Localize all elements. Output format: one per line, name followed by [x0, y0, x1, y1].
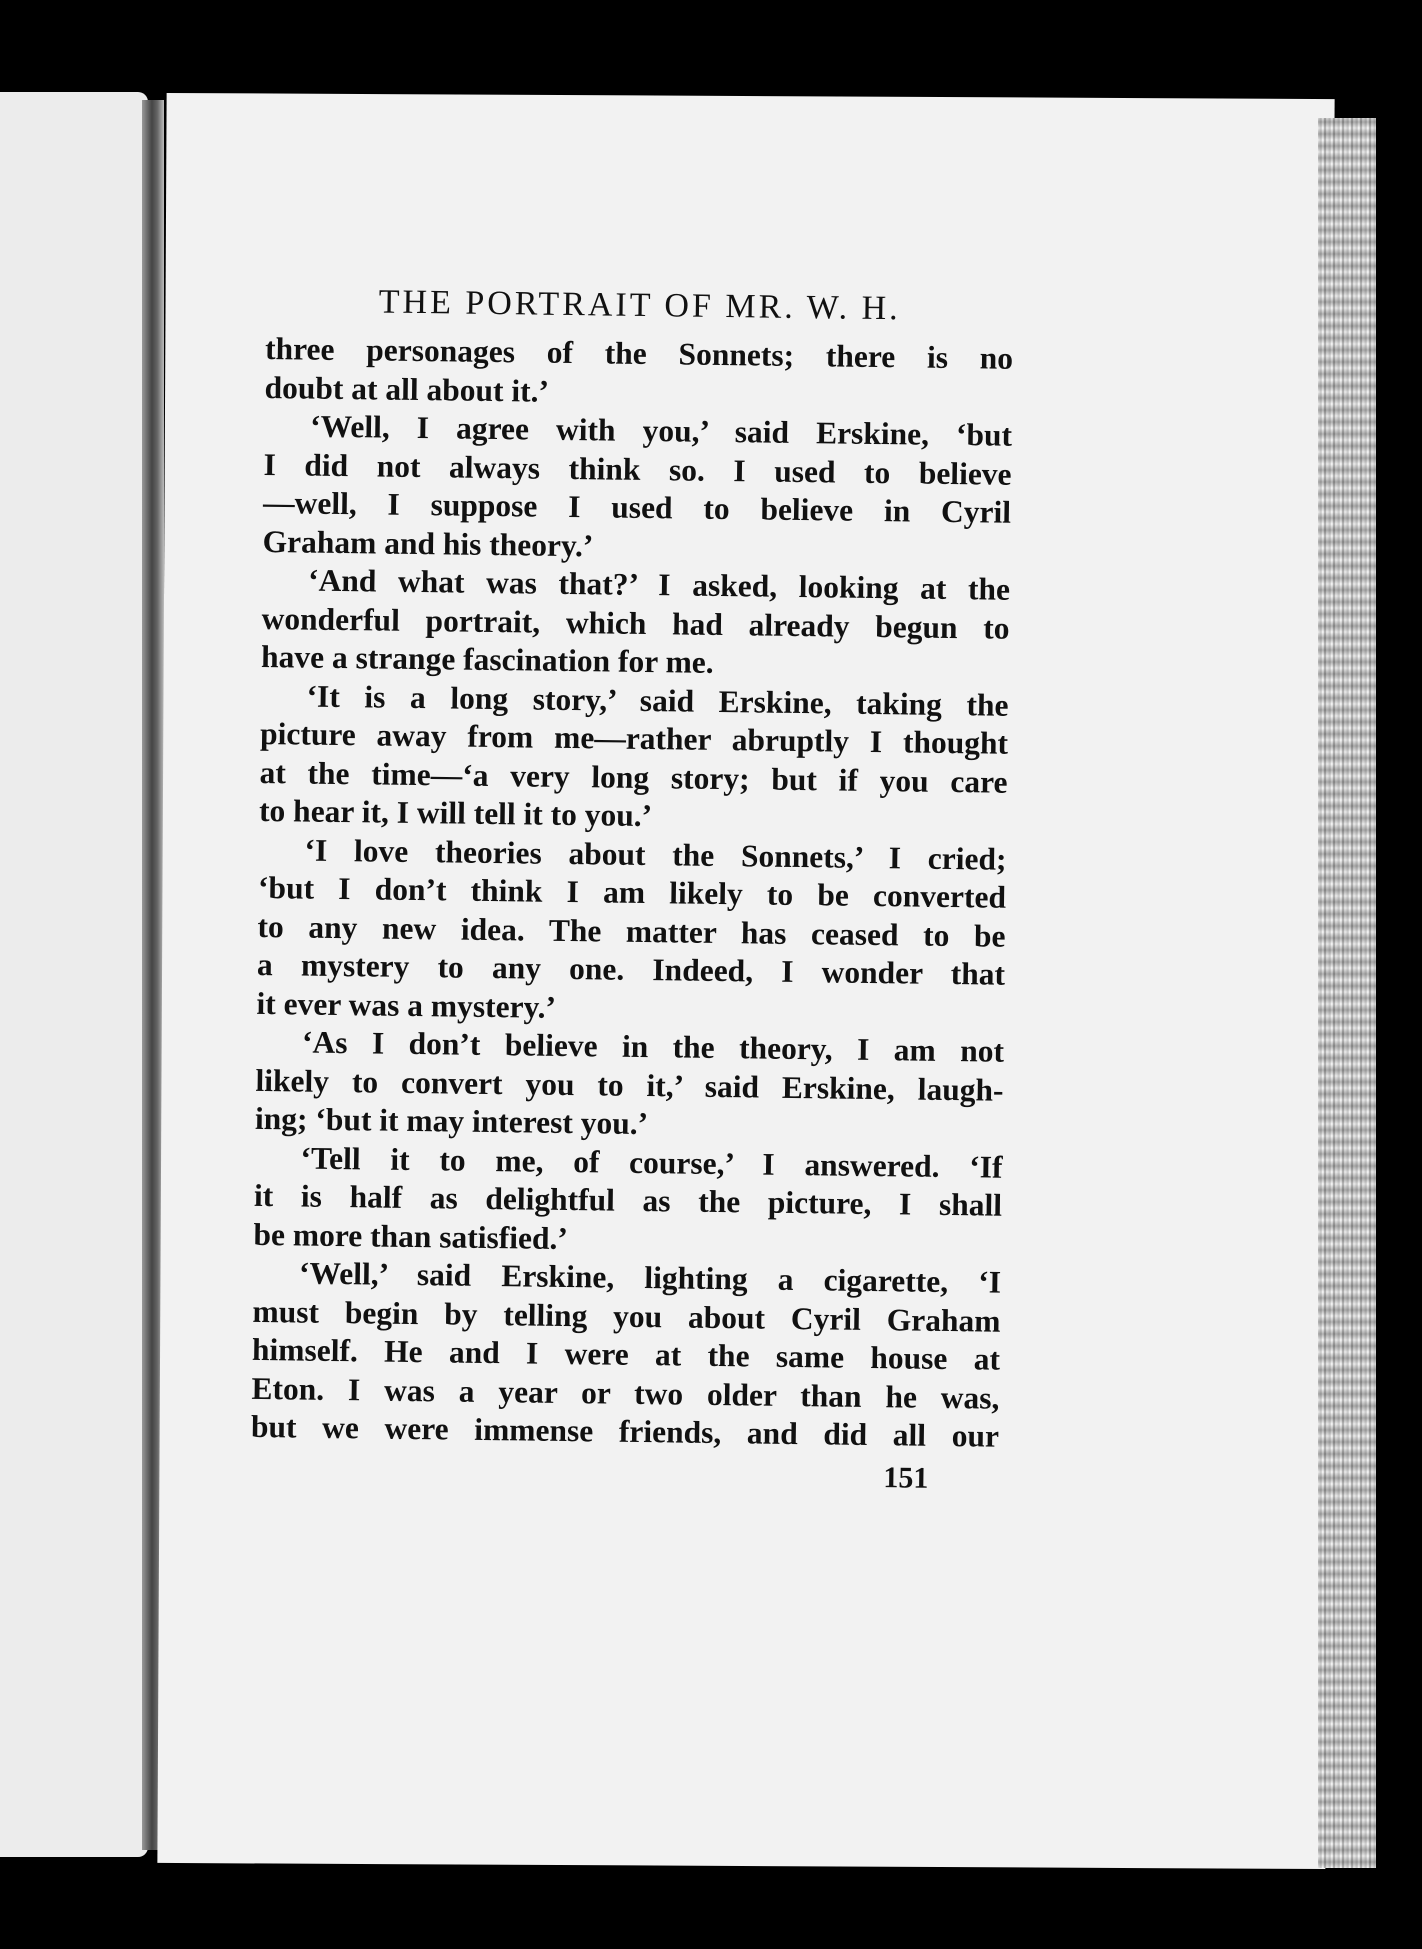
text-line: must begin by telling you about Cyril Graham — [252, 1293, 1001, 1339]
running-head: THE PORTRAIT OF MR. W. H. — [378, 283, 901, 328]
body-text — [251, 330, 1014, 1456]
page-number: 151 — [883, 1460, 929, 1495]
text-line: three personages of the Sonnets; there is no — [264, 330, 1014, 376]
text-line: to any new idea. The matter has ceased to be — [257, 908, 1006, 954]
text-line: to hear it, I will tell it to you.’ — [258, 792, 653, 834]
text-line: himself. He and I were at the same house at — [251, 1331, 1001, 1377]
text-line: it is half as delightful as the picture, I shall — [253, 1177, 1003, 1223]
page-edges — [1318, 118, 1376, 1868]
text-line: ing; ‘but it may interest you.’ — [254, 1100, 649, 1142]
left-page — [0, 92, 148, 1857]
text-line: at the time—‘a very long story; but if you care — [259, 754, 1008, 800]
text-line: have a strange fascination for me. — [260, 638, 714, 680]
text-line: ‘And what was that?’ I asked, looking at the — [307, 562, 1011, 607]
text-line: Eton. I was a year or two older than he was, — [251, 1370, 1000, 1416]
text-line: a mystery to any one. Indeed, I wonder that — [256, 946, 1006, 992]
text-line: ‘Well,’ said Erskine, lighting a cigarette, ‘I — [298, 1255, 1002, 1300]
text-line: doubt at all about it.’ — [264, 369, 550, 409]
text-line: ‘I love theories about the Sonnets,’ I cried; — [304, 832, 1007, 877]
page-text-block — [250, 282, 1014, 1496]
text-line: ‘Well, I agree with you,’ said Erskine, ‘but — [309, 408, 1013, 453]
text-line: ‘but I don’t think I am likely to be converted — [257, 869, 1007, 915]
text-line: ‘It is a long story,’ said Erskine, taking the — [306, 678, 1009, 723]
text-line: be more than satisfied.’ — [253, 1216, 569, 1256]
text-line: —well, I suppose I used to believe in Cyril — [262, 484, 1012, 530]
text-line: wonderful portrait, which had already begun to — [261, 600, 1010, 646]
text-line: but we were immense friends, and did all our — [250, 1408, 1000, 1454]
text-line: likely to convert you to it,’ said Erskine, laugh- — [255, 1062, 1004, 1108]
text-line: I did not always think so. I used to believe — [263, 446, 1012, 492]
text-line: ‘As I don’t believe in the theory, I am not — [301, 1024, 1005, 1069]
text-line: Graham and his theory.’ — [262, 523, 594, 563]
text-line: it ever was a mystery.’ — [256, 985, 557, 1025]
text-line: ‘Tell it to me, of course,’ I answered. ‘If — [300, 1140, 1003, 1185]
text-line: picture away from me—rather abruptly I thought — [259, 715, 1009, 761]
